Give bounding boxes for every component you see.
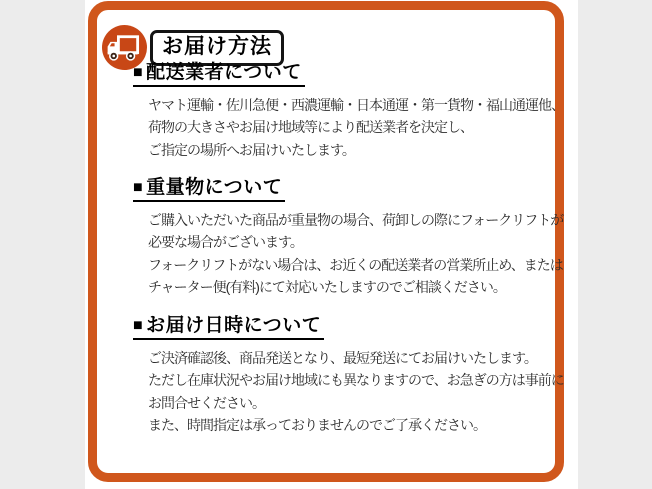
section-3 — [133, 314, 564, 436]
panel-title: お届け方法 — [150, 30, 284, 66]
text-line: ご指定の場所へお届けいたします。 — [148, 141, 355, 158]
delivery-info-panel — [88, 1, 564, 482]
text-line: フォークリフトがない場合は、お近くの配送業者の営業所止め、または — [148, 256, 563, 273]
text-line: また、時間指定は承っておりませんのでご了承ください。 — [148, 416, 486, 433]
section-heading-text: 配送業者について — [146, 62, 302, 83]
section-heading — [133, 314, 324, 340]
section-heading — [133, 61, 305, 87]
section-body — [148, 347, 564, 436]
square-bullet-icon: ■ — [133, 179, 144, 196]
section-heading-text: 重量物について — [146, 177, 283, 198]
sections — [97, 10, 564, 473]
section-body — [148, 209, 563, 298]
text-line: ヤマト運輸・佐川急便・西濃運輸・日本通運・第一貨物・福山通運他、 — [148, 97, 564, 113]
square-bullet-icon: ■ — [133, 317, 144, 334]
text-line: チャーター便(有料)にて対応いたしますのでご相談ください。 — [148, 278, 506, 295]
text-line: ご購入いただいた商品が重量物の場合、荷卸しの際にフォークリフトが — [148, 212, 564, 228]
square-bullet-icon: ■ — [133, 64, 144, 81]
section-2 — [133, 176, 563, 298]
panel-content — [97, 10, 564, 473]
text-line: ご決済確認後、商品発送となり、最短発送にてお届けいたします。 — [148, 350, 537, 366]
text-line: 荷物の大きさやお届け地域等により配送業者を決定し、 — [148, 119, 473, 136]
section-body — [148, 94, 564, 161]
section-1 — [133, 61, 564, 161]
text-line: お問合せください。 — [148, 394, 265, 411]
section-heading — [133, 176, 285, 202]
section-heading-text: お届け日時について — [146, 315, 322, 336]
text-line: ただし在庫状況やお届け地域にも異なりますので、お急ぎの方は事前に — [148, 372, 564, 389]
text-line: 必要な場合がございます。 — [148, 234, 303, 251]
